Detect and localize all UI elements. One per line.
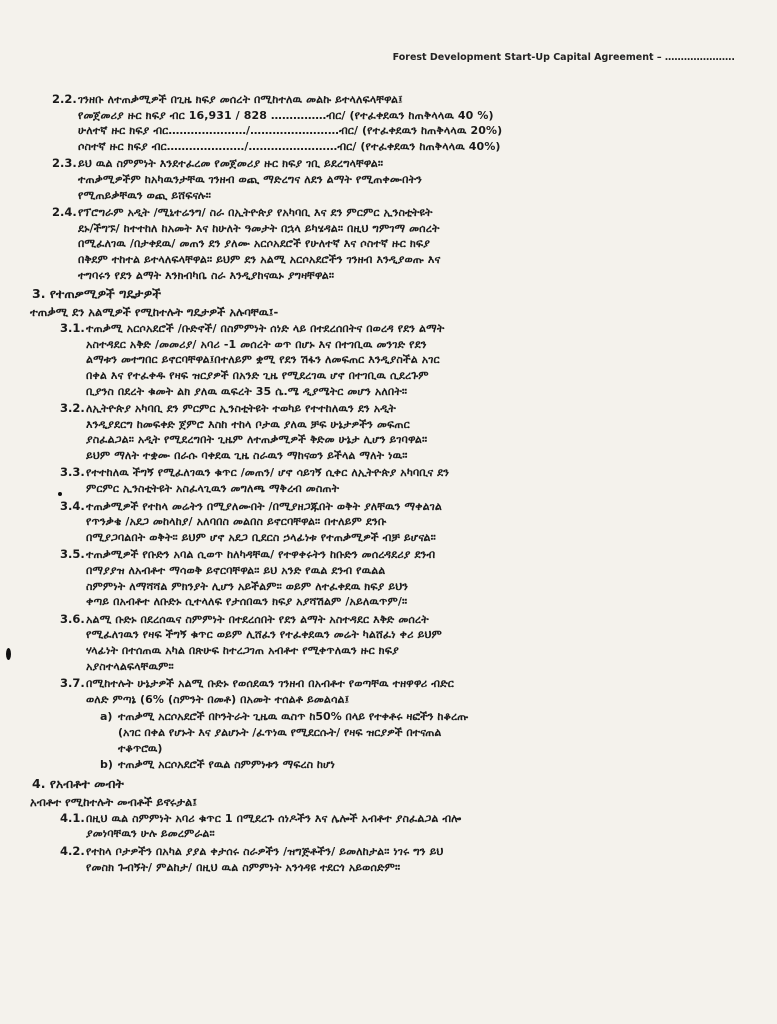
section-title: የአብቶተ መብት [49, 775, 124, 791]
clause-line: የሚፈለገዉን የዛፍ ችግኝ ቁጥር ወይም ሊሸፈን የተፈቀደዉን መሬት ካልሸፈነ ቀሪ ይህም [86, 628, 442, 642]
clause-line: የተተከለዉ ችግኝ የሚፈለገዉን ቁጥር /መጠን/ ሆኖ ሳይገኝ ሲቀር ለኢትዮጵያ አካባቢና ደን [86, 466, 450, 480]
clause-line: ደኑ/ችግኙ/ ከተተከለ ከአመት እና ከሁለት ዓመታት በኋላ ይካሄዳል። በዚህ ግምገማ መሰረት [78, 221, 440, 235]
punch-mark [58, 492, 62, 496]
clause-text [78, 156, 741, 203]
sub-clause-line: (አገር በቀል የሆኑት እና ያልሆኑት /ፈጥነዉ የሚደርሱት/ የዛፍ ዝርያዎች በተናጠል [118, 725, 442, 739]
sub-clause-letter: a) [100, 710, 113, 724]
clause-line: ቀጣይ በአብቶተ ለቡድኑ ሲተላለፍ የታሰበዉን ክፍያ አያሻሽልም /አይለዉጥም/። [86, 595, 408, 609]
clause-line: ሁለተኛ ዙር ክፍያ ብር…………………/……………………ብር/ (የተፈቀደዉን ከጠቅላላዉ 20%) [78, 124, 503, 138]
sub-clause-line: ተቆጥሮዉ) [118, 741, 163, 755]
clause-line: የተከላ ቦታዎችን በአካል ያያል ቀታሰሩ ስራዎችን /ዝግጅቶችን/ ይመለከታል። ነገሩ ግን ይህ [86, 844, 444, 858]
clause-line: እንዲያደርግ ከመፍቀድ ጀምሮ እስከ ተከላ ቦታዉ ያለዉ ቻፍ ሁኔታዎችን መፍጠር [86, 417, 410, 431]
clause-text [86, 465, 741, 496]
numbered-clause [30, 499, 741, 546]
clause-line: በዚህ ዉል ስምምነት አባሪ ቁጥር 1 በሚደረጉ ሰነዶችን እና ሌሎች አብቶተ ያስፈልጋል ብሎ [86, 811, 462, 825]
numbered-clause [30, 612, 741, 674]
clause-line: ተጠቃሚ አርሶአደሮች /ቡድኖች/ በስምምነት ሰነድ ላይ በተደረሰበትና በወረዳ የደን ልማት [86, 322, 445, 336]
clause-line: ተግባሩን የደን ልማት እንክብካቤ ስራ እንዲያከናዉኑ ያግዛቸዋል። [78, 268, 335, 282]
clause-line: ያመነባቸዉን ሁሉ ይመረምራል። [86, 827, 215, 841]
clause-number: 3.1. [60, 321, 85, 336]
clause-line: ልማቱን መተግበር ይኖርባቸዋል፤በተለይም ቋሚ የደን ሽፋን ለመፍጠር እንዲያስችል አገር [86, 353, 440, 367]
clause-number: 4.1. [60, 810, 85, 825]
clause-line: የመጀመሪያ ዙር ክፍያ ብር 16,931 / 828 ……………ብር/ (የተፈቀደዉን ከጠቅላላዉ 40 %) [78, 108, 494, 122]
numbered-clause [30, 676, 741, 707]
clause-number: 3.6. [60, 611, 85, 626]
clause-line: የመስክ ጉብኝት/ ምልከታ/ በዚህ ዉል ስምምነት አንጎዳዩ ተደርጎ አይወሰድም። [86, 860, 401, 874]
clause-line: በቀል እና የተፈቀዱ የዛፍ ዝርያዎች በአንድ ጊዜ የሚደረገዉ ሆኖ በተገቢዉ ሲደረጉም [86, 368, 429, 382]
sub-clause [30, 709, 741, 756]
numbered-clause [30, 205, 741, 283]
clause-text [86, 612, 741, 674]
clause-line: አያስተላልፍላቸዉም። [86, 659, 174, 673]
clause-line: ይህ ዉል ስምምነት እንደተፈረመ የመጀመሪያ ዙር ክፍያ ገቢ ይደረግላቸዋል። [78, 157, 384, 171]
clause-line: ተጠቃሚዎች የቡድን አባል ሲወጥ ከለካዳቸዉ/ የተዋቀሩትን ከቡድን መሰረዳደሪያ ደንብ [86, 548, 436, 562]
clause-number: 2.3. [52, 156, 77, 171]
clause-number: 3.5. [60, 547, 85, 562]
clause-line: ተጠቃሚዎችም ከአካዉንታቸዉ ገንዘብ ወጪ ማድረግና ለደን ልማት የሚጠቀሙበትን [78, 172, 422, 186]
clause-number: 3.2. [60, 401, 85, 416]
binder-hole-mark [6, 648, 11, 660]
sub-clause-line: ተጠቃሚ አርሶአደሮች የዉል ስምምነቱን ማፍረስ ከሆነ [118, 758, 335, 772]
clause-line: ሶስተኛ ዙር ክፍያ ብር…………………/……………………ብር/ (የተፈቀደዉን ከጠቅላላዉ 40%) [78, 139, 501, 153]
clause-line: ያስፈልጋል። አዲት የሚደረግበት ጊዜም ለተጠቃሚዎች ቅድመ ሁኔታ ሊሆን ይገባዋል። [86, 433, 428, 447]
numbered-clause [30, 156, 741, 203]
section-number: 4. [32, 775, 46, 791]
clause-line: በሚከተሉት ሁኔታዎች አልሚ ቡድኑ የወሰደዉን ገንዘብ በአብቶተ የወጣቸዉ ተዘዋዋሪ ብድር [86, 677, 454, 691]
clause-line: በቅደም ተከተል ይተላለፍላቸዋል። ይህም ደን አልሚ አርሶአደሮችን ገንዘብ እንዲያወጡ እና [78, 252, 441, 266]
clause-line: በማያያዝ ለአብቶተ ማሳወቅ ይኖርባቸዋል። ይህ አንድ የዉል ደንብ የዉልል [86, 564, 386, 578]
page-header: Forest Development Start-Up Capital Agreement – …………………. [392, 52, 735, 63]
section-title: የተጠቃሚዎች ግዴታዎች [49, 286, 162, 302]
section-number: 3. [32, 286, 46, 302]
clause-text [86, 547, 741, 609]
document-body [30, 92, 741, 877]
section-intro: ተጠቃሚ ደን አልሚዎች የሚከተሉት ግዴታዎች አሉባቸዉ፤- [30, 305, 279, 320]
clause-text [78, 205, 741, 283]
clause-line: አልሚ ቡድኑ በደረሰዉና ስምምነት በተደረሰበት የደን ልማት አስተዳደር እቅድ መሰረት [86, 612, 429, 626]
clause-text [86, 499, 741, 546]
clause-line: ገንዘቡ ለተጠቃሚዎች በጊዜ ክፍያ መሰረት በሚከተለዉ መልኩ ይተላለፍላቸዋል፤ [78, 93, 403, 106]
clause-line: ምርምር ኢንስቲትዩት አስፈላጊዉን መግለጫ ማቅረብ መስጠት [86, 482, 340, 496]
numbered-clause [30, 92, 741, 154]
numbered-clause [30, 844, 741, 875]
clause-line: በሚያጋባልበት ወቅት። ይህም ሆኖ አደጋ ቢደርስ ኃላፊነቱ የተጠቃሚዎች ብቻ ይሆናል። [86, 530, 436, 544]
clause-line: ለኢትዮጵያ አካባቢ ደን ምርምር ኢንስቲትዩት ተወካይ የተተከለዉን ደን አዲት [86, 402, 396, 416]
clause-text [78, 92, 741, 154]
clause-number: 2.4. [52, 205, 77, 220]
section-heading [32, 775, 741, 793]
numbered-clause [30, 465, 741, 496]
clause-line: የፕሮግራም አዲት /ሚኒተሬንግ/ ስራ በኢትዮጵያ የአካባቢ እና ደን ምርምር ኢንስቲትዩት [78, 206, 433, 220]
clause-number: 3.4. [60, 498, 85, 513]
clause-number: 4.2. [60, 843, 85, 858]
clause-text [86, 676, 741, 707]
sub-clause-text [118, 757, 741, 773]
sub-clause [30, 757, 741, 773]
clause-text [86, 401, 741, 463]
numbered-clause [30, 321, 741, 399]
sub-clause-line: ተጠቃሚ አርሶአደሮች በኮንትራት ጊዜዉ ዉስጥ ከ50% በላይ የተቀቶሩ ዛፎችን ከቆረጡ [118, 710, 469, 724]
section-heading [32, 285, 741, 303]
clause-line: ተጠቃሚዎች የተከላ መሬትን በሚያለሙበት /በሚያዘጋጁበት ወቅት ያለቸዉን ማቀልገል [86, 499, 442, 513]
sub-clause-letter: b) [100, 758, 113, 772]
clause-text [86, 811, 741, 842]
clause-line: ሃላፊነት በተሰጠዉ አካል በጽሁፍ ከተረጋገጠ አብቶተ የሚቀጥለዉን ዙር ክፍያ [86, 644, 399, 657]
clause-number: 3.3. [60, 465, 85, 480]
clause-number: 2.2. [52, 92, 77, 106]
clause-number: 3.7. [60, 676, 85, 691]
clause-line: ቢያንስ በደረት ቁመት ልክ ያለዉ ዉፍረት 35 ሴ.ሜ ዲያሜትር መሆን አለበት። [86, 384, 408, 398]
numbered-clause [30, 811, 741, 842]
section-intro: አብቶተ የሚከተሉት መብቶች ይኖሩታል፤ [30, 794, 198, 809]
clause-line: ይህም ማለት ተቋሙ በራሱ ባቀደዉ ጊዜ ስራዉን ማከናወን ይችላል ማለት ነዉ። [86, 448, 408, 462]
clause-line: የጥንቃቄ /አደጋ መከላከያ/ አለባበስ መልበስ ይኖርባቸዋል። በተለይም ደንቡ [86, 515, 387, 529]
clause-text [86, 321, 741, 399]
numbered-clause [30, 547, 741, 609]
clause-line: አስተዳደር አቅድ /መመሪያ/ አባሪ -1 መሰረት ወጥ በሆኑ እና በተገቢዉ መንገድ የደን [86, 337, 427, 351]
clause-line: ስምምነት ለማሻሻል ምክንያት ሊሆን አይችልም። ወይም ለተፈቀደዉ ክፍያ ይህን [86, 579, 409, 593]
clause-line: በሚፈለገዉ /በታቀደዉ/ መጠን ደን ያለሙ አርሶአደሮች የሁለተኛ እና ሶስተኛ ዙር ክፍያ [78, 237, 431, 251]
numbered-clause [30, 401, 741, 463]
clause-line: ወለድ ምጣኔ (6% (ስምንት በመቶ) በአመት ተሰልቶ ይመልሳል፤ [86, 692, 350, 706]
clause-text [86, 844, 741, 875]
clause-line: የሚጠይቃቸዉን ወጪ ይሸፍናሉ። [78, 188, 211, 202]
sub-clause-text [118, 709, 741, 756]
